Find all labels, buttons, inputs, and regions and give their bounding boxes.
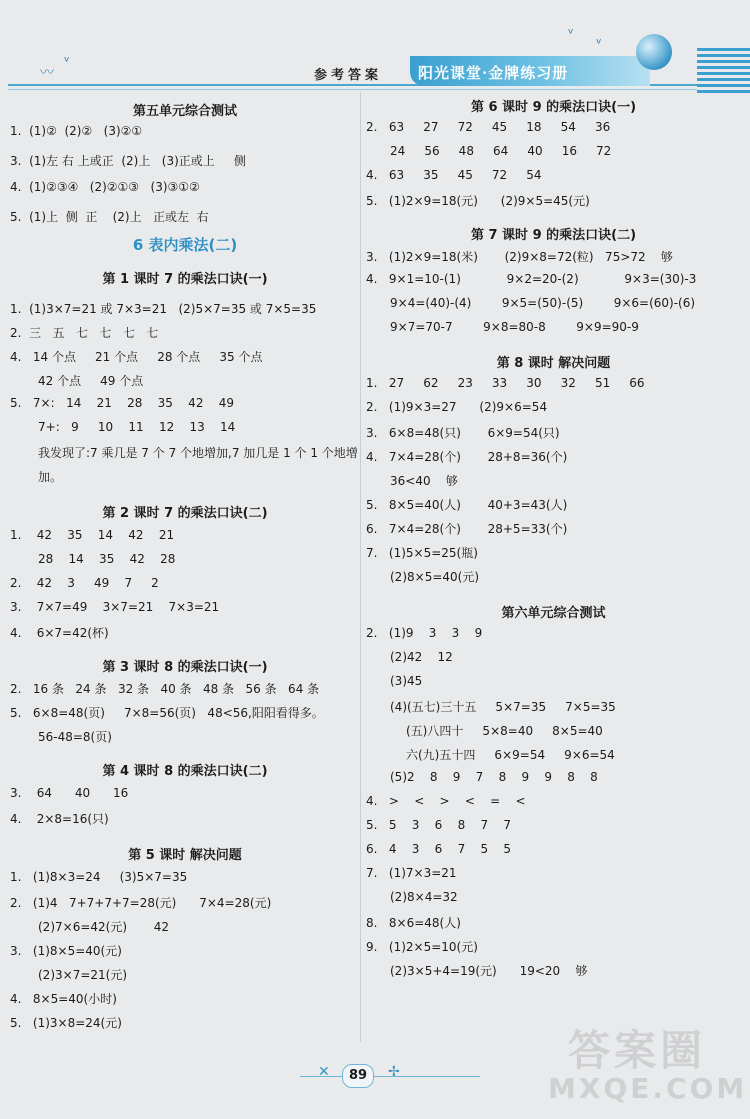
section-label: 参考答案 [314, 68, 383, 83]
section-heading: 第五单元综合测试 [132, 104, 237, 119]
section-heading: 第 4 课时 8 的乘法口诀(二) [102, 764, 268, 779]
section-heading: 第 5 课时 解决问题 [128, 848, 242, 863]
section-heading: 第 7 课时 9 的乘法口诀(二) [470, 228, 637, 243]
answer-line: 1. (1)8×3=24 (3)5×7=35 [10, 870, 188, 884]
answer-line: 5. 8×5=40(人) 40+3=43(人) [366, 498, 568, 512]
answer-line: (5)2 8 9 7 8 9 9 8 8 [390, 770, 598, 784]
watermark: 答案圈 [568, 1026, 707, 1075]
answer-line: 24 56 48 64 40 16 72 [390, 144, 612, 158]
page-number: 89 [342, 1064, 374, 1088]
answer-line: 4. 9×1=10-(1) 9×2=20-(2) 9×3=(30)-3 [366, 272, 697, 286]
section-heading: 第 3 课时 8 的乘法口诀(一) [102, 660, 268, 675]
section-heading: 第 2 课时 7 的乘法口诀(二) [102, 506, 268, 521]
header-stripes [697, 48, 750, 96]
answer-line: 加。 [38, 470, 63, 484]
answer-line: 2. 63 27 72 45 18 54 36 [366, 120, 611, 134]
answer-line: 3. 64 40 16 [10, 786, 129, 800]
answer-line: 6. 4 3 6 7 5 5 [366, 842, 511, 856]
answer-line: 5. (1)3×8=24(元) [10, 1016, 122, 1030]
answer-line: 3. 6×8=48(只) 6×9=54(只) [366, 426, 560, 440]
page-header [0, 0, 750, 96]
answer-line: 3. 7×7=49 3×7=21 7×3=21 [10, 600, 220, 614]
answer-line: 2. 三 五 七 七 七 七 [10, 326, 159, 340]
answer-line: (2)8×5=40(元) [390, 570, 480, 584]
answer-line: 7. (1)5×5=25(瓶) [366, 546, 478, 560]
answer-line: 5. (1)上 侧 正 (2)上 正或左 右 [10, 210, 209, 224]
answer-line: (2)3×7=21(元) [38, 968, 128, 982]
answer-line: 2. (1)9×3=27 (2)9×6=54 [366, 400, 548, 414]
section-heading: 第 8 课时 解决问题 [496, 356, 611, 371]
header-rule-thin [8, 89, 698, 90]
bird-icon: 〰 [40, 65, 54, 81]
answer-line: 3. (1)2×9=18(米) (2)9×8=72(粒) 75>72 够 [366, 250, 673, 264]
answer-line: 9×7=70-7 9×8=80-8 9×9=90-9 [390, 320, 639, 334]
answer-line: 6. 7×4=28(个) 28+5=33(个) [366, 522, 568, 536]
answer-line: 42 个点 49 个点 [38, 374, 144, 388]
section-heading: 第六单元综合测试 [501, 606, 606, 621]
answer-line: 5. 7×: 14 21 28 35 42 49 [10, 396, 234, 410]
answer-line: 3. (1)左 右 上或正 (2)上 (3)正或上 侧 [10, 154, 246, 168]
answer-line: 4. (1)②③④ (2)②①③ (3)③①② [10, 180, 200, 194]
answer-line: 1. (1)② (2)② (3)②① [10, 124, 143, 138]
column-divider [360, 92, 361, 1042]
answer-line: 我发现了:7 乘几是 7 个 7 个地增加,7 加几是 1 个 1 个地增 [38, 446, 358, 460]
answer-line: (2)8×4=32 [390, 890, 458, 904]
answer-line: 1. 42 35 14 42 21 [10, 528, 175, 542]
watermark-url: MXQE.COM [548, 1072, 748, 1105]
answer-line: 28 14 35 42 28 [38, 552, 176, 566]
answer-line: (五)八四十 5×8=40 8×5=40 [406, 724, 603, 738]
answer-line: 7+: 9 10 11 12 13 14 [38, 420, 236, 434]
answer-line: 4. 2×8=16(只) [10, 812, 109, 826]
answer-line: 5. 6×8=48(页) 7×8=56(页) 48<56,阳阳看得多。 [10, 706, 324, 720]
answer-line: 8. 8×6=48(人) [366, 916, 461, 930]
section-heading: 第 6 课时 9 的乘法口诀(一) [470, 100, 637, 115]
answer-line: 1. (1)3×7=21 或 7×3=21 (2)5×7=35 或 7×5=35 [10, 302, 317, 316]
answer-line: 4. 63 35 45 72 54 [366, 168, 542, 182]
answer-line: (2)3×5+4=19(元) 19<20 够 [390, 964, 588, 978]
bird-icon: ᵛ [596, 36, 602, 52]
chapter-title: 6 表内乘法(二) [132, 236, 238, 254]
answer-line: 六(九)五十四 6×9=54 9×6=54 [406, 748, 615, 762]
answer-line: 1. 27 62 23 33 30 32 51 66 [366, 376, 645, 390]
answer-line: 9. (1)2×5=10(元) [366, 940, 478, 954]
globe-icon [636, 34, 672, 70]
answer-line: 36<40 够 [390, 474, 458, 488]
star-icon: ✕ [318, 1064, 330, 1080]
answer-line: 5. (1)2×9=18(元) (2)9×5=45(元) [366, 194, 590, 208]
bird-icon: ✢ [388, 1064, 400, 1080]
answer-line: (2)42 12 [390, 650, 453, 664]
answer-line: 4. > < > < = < [366, 794, 526, 808]
answer-line: 2. (1)9 3 3 9 [366, 626, 483, 640]
answer-line: (2)7×6=42(元) 42 [38, 920, 169, 934]
answer-line: 4. 6×7=42(杯) [10, 626, 109, 640]
answer-line: (3)45 [390, 674, 423, 688]
answer-line: 5. 5 3 6 8 7 7 [366, 818, 511, 832]
answer-line: 4. 7×4=28(个) 28+8=36(个) [366, 450, 568, 464]
answer-line: (4)(五七)三十五 5×7=35 7×5=35 [390, 700, 616, 714]
section-heading: 第 1 课时 7 的乘法口诀(一) [102, 272, 268, 287]
answer-line: 4. 8×5=40(小时) [10, 992, 117, 1006]
answer-line: 2. 16 条 24 条 32 条 40 条 48 条 56 条 64 条 [10, 682, 320, 696]
answer-line: 9×4=(40)-(4) 9×5=(50)-(5) 9×6=(60)-(6) [390, 296, 696, 310]
bird-icon: ᵛ [64, 54, 70, 70]
answer-line: 2. (1)4 7+7+7+7=28(元) 7×4=28(元) [10, 896, 272, 910]
bird-icon: ᵛ [568, 26, 574, 42]
answer-line: 4. 14 个点 21 个点 28 个点 35 个点 [10, 350, 263, 364]
answer-line: 7. (1)7×3=21 [366, 866, 457, 880]
answer-line: 56-48=8(页) [38, 730, 112, 744]
answer-line: 3. (1)8×5=40(元) [10, 944, 122, 958]
book-title: 阳光课堂·金牌练习册 [418, 64, 569, 82]
answer-line: 2. 42 3 49 7 2 [10, 576, 159, 590]
